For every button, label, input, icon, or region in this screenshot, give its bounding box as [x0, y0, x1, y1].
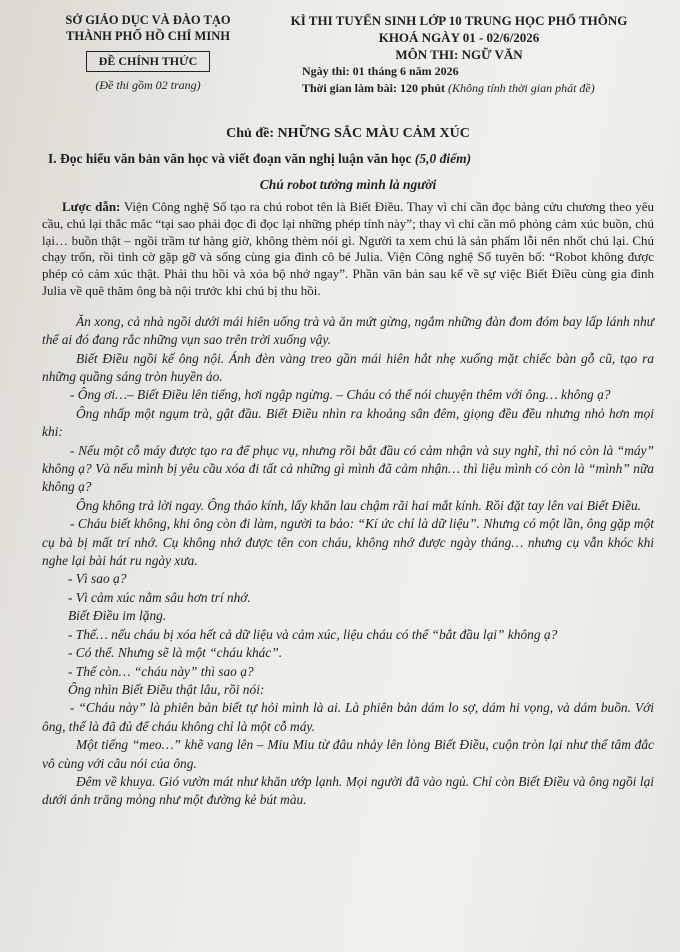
course-date: KHOÁ NGÀY 01 - 02/6/2026: [378, 30, 540, 45]
story-dialogue: - Thế còn… “cháu này” thì sao ạ?: [68, 663, 254, 679]
summary-text: Viện Công nghệ Số tạo ra chú robot tên là Biết Điều. Thay vì chỉ cần đọc bảng cửu chương theo yêu cầu, chú lại thắc mắc “tại sao phải đọc đi đọc lại những phép tính này”; thay vì chỉ cần mô phỏng cảm xúc buồn, chú lại… buồn thật – ngồi trầm tư hàng giờ, không thèm nói gì. Người ta xem chú là sản phẩm lỗi nên nhốt chú lại. Chú chạy trốn, rồi tình cờ gặp gỡ và sống cùng gia đình cô bé Julia. Viện Công nghệ Số tuyên bố: “Robot không được phép có cảm xúc thật. Phải thu hồi và xóa bộ nhớ ngay”. Phần văn bản sau kể về sự việc Biết Điều cùng gia đình Julia về quê thăm ông bà nội trước khi chú bị thu hồi.: [42, 199, 655, 298]
section-points: (5,0 điểm): [414, 151, 472, 166]
story-dialogue: - Vì sao ạ?: [68, 571, 127, 587]
section-heading: [48, 151, 654, 167]
story-dialogue: - Thế… nếu cháu bị xóa hết cả dữ liệu và cảm xúc, liệu cháu có thể “bắt đầu lại” không ạ?: [68, 626, 558, 642]
section-title: I. Đọc hiểu văn bản văn học và viết đoạn văn nghị luận văn học: [48, 151, 412, 166]
story-text: [42, 313, 654, 810]
summary-paragraph: [42, 199, 654, 300]
page-note: (Đề thi gồm 02 trang): [95, 78, 201, 92]
story-dialogue: - Vì cảm xúc nằm sâu hơn trí nhớ.: [68, 589, 251, 605]
department-name: SỞ GIÁO DỤC VÀ ĐÀO TẠO: [65, 13, 231, 27]
story-paragraph: Ông nhìn Biết Điều thật lâu, rồi nói:: [68, 681, 265, 697]
topic-heading: Chủ đề: NHỮNG SẮC MÀU CẢM XÚC: [226, 126, 470, 141]
exam-time: [302, 80, 654, 97]
exam-title: KÌ THI TUYỂN SINH LỚP 10 TRUNG HỌC PHỔ THÔNG: [290, 13, 628, 28]
time-note: (Không tính thời gian phát đề): [448, 81, 595, 95]
story-dialogue: - Ông ơi…– Biết Điều lên tiếng, hơi ngập ngừng. – Cháu có thể nói chuyện thêm với ông… không ạ?: [70, 387, 611, 403]
story-dialogue: - Cháu biết không, khi ông còn đi làm, người ta bảo: “Kí ức chỉ là dữ liệu”. Nhưng có một lần, ông gặp một cụ bà bị mất trí nhớ. Cụ không nhớ được tên con cháu, không nhớ được ngày tháng… nhưng cụ vẫn khóc khi nghe lại bài hát ru ngày xưa.: [42, 516, 654, 569]
story-paragraph: Một tiếng “meo…” khẽ vang lên – Miu Miu từ đâu nhảy lên lòng Biết Điều, cuộn tròn lại như thể tâm đắc vô cùng với câu nói của ông.: [42, 737, 654, 771]
subject: MÔN THI: NGỮ VĂN: [395, 47, 523, 62]
story-paragraph: Ông nhấp một ngụm trà, gật đầu. Biết Điều nhìn ra khoảng sân đêm, giọng đều đều nhưng nhỏ hơn mọi khi:: [42, 405, 654, 440]
summary-label: Lược dẫn:: [62, 199, 121, 214]
story-paragraph: Biết Điều im lặng.: [68, 608, 167, 624]
header-left: [42, 12, 246, 100]
exam-header: [42, 12, 654, 100]
story-dialogue: - Có thể. Nhưng sẽ là một “cháu khác”.: [68, 645, 283, 661]
story-title: Chú robot tưởng mình là người: [259, 177, 437, 192]
story-paragraph: Đêm về khuya. Gió vườn mát như khăn ướp lạnh. Mọi người đã vào ngủ. Chỉ còn Biết Điều và ông ngồi lại dưới ánh trăng mỏng như một đường kẻ bút màu.: [42, 773, 654, 808]
exam-date: Ngày thi: 01 tháng 6 năm 2026: [302, 64, 459, 78]
story-dialogue: - “Cháu này” là phiên bản biết tự hỏi mình là ai. Là phiên bản dám lo sợ, dám hi vọng, và dám buồn. Với ông, thế là đã đủ để cháu không chỉ là một cỗ máy.: [42, 700, 654, 734]
story-paragraph: Ăn xong, cả nhà ngồi dưới mái hiên uống trà và ăn mứt gừng, ngắm những đàn đom đóm bay lấp lánh như thể ai đó đang rắc những vụn sao trên trời xuống vậy.: [42, 313, 654, 348]
story-dialogue: - Nếu một cỗ máy được tạo ra để phục vụ, nhưng rồi bắt đầu có cảm nhận và suy nghĩ, thì nó còn là “máy” không ạ? Và nếu mình bị yêu cầu xóa đi tất cả những gì mình đã cảm nhận… thì liệu mình có còn là “mình” nữa không ạ?: [42, 442, 654, 495]
story-paragraph: Biết Điều ngồi kế ông nội. Ánh đèn vàng treo gần mái hiên hắt nhẹ xuống mặt chiếc bàn gỗ cũ, tạo ra những quầng sáng tròn huyền ảo.: [42, 350, 654, 384]
header-right: [264, 12, 654, 100]
time-label: Thời gian làm bài: 120 phút: [302, 81, 446, 95]
official-label: ĐỀ CHÍNH THỨC: [86, 51, 211, 72]
story-paragraph: Ông không trả lời ngay. Ông tháo kính, lấy khăn lau chậm rãi hai mắt kính. Rồi đặt tay lên vai Biết Điều.: [76, 497, 642, 513]
city-name: THÀNH PHỐ HỒ CHÍ MINH: [66, 29, 230, 43]
